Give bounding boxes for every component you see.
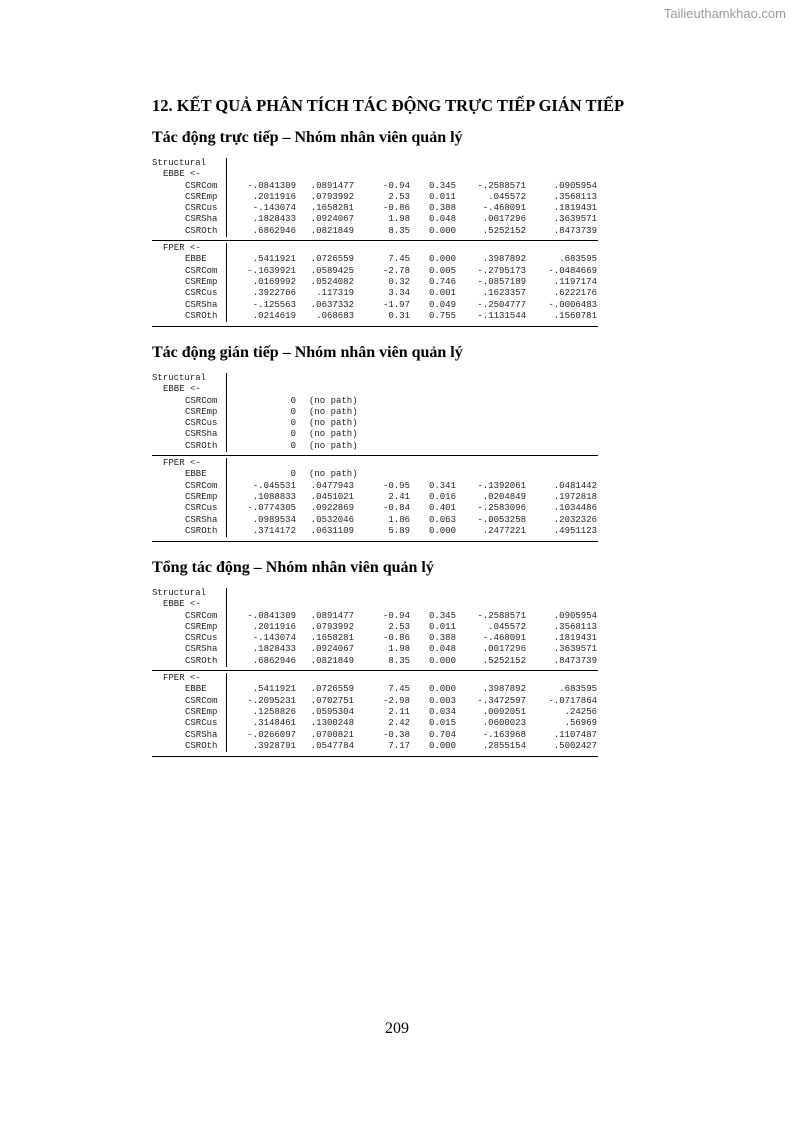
std-error: .0700821 xyxy=(310,729,354,740)
no-path-note: (no path) xyxy=(309,418,358,429)
ci-upper: .0905954 xyxy=(553,180,597,191)
coefficient: .0169992 xyxy=(252,276,296,287)
table-bottom-rule xyxy=(152,326,598,327)
structural-label-row xyxy=(152,158,598,169)
equation-header-row xyxy=(152,599,598,610)
table-row xyxy=(152,707,598,718)
equation-header: EBBE <- xyxy=(152,384,227,395)
coefficient: 0 xyxy=(290,418,296,429)
p-value: 0.034 xyxy=(428,706,456,717)
z-value: -0.95 xyxy=(382,480,410,491)
p-value: 0.000 xyxy=(428,655,456,666)
p-value: 0.048 xyxy=(428,214,456,225)
ci-lower: -.2504777 xyxy=(477,299,526,310)
z-value: 7.45 xyxy=(388,254,410,265)
std-error: .0637332 xyxy=(310,299,354,310)
z-value: 2.53 xyxy=(388,191,410,202)
table-row xyxy=(152,515,598,526)
variable-name: CSROth xyxy=(152,526,227,537)
std-error: .1300248 xyxy=(310,718,354,729)
z-value: -0.84 xyxy=(382,503,410,514)
p-value: 0.000 xyxy=(428,225,456,236)
ci-lower: .2477221 xyxy=(482,525,526,536)
p-value: 0.746 xyxy=(428,276,456,287)
std-error: .117319 xyxy=(316,288,354,299)
p-value: 0.388 xyxy=(428,203,456,214)
z-value: 2.53 xyxy=(388,621,410,632)
ci-lower: -.2795173 xyxy=(477,265,526,276)
coefficient: .1258826 xyxy=(252,706,296,717)
variable-name: CSRCus xyxy=(152,418,227,429)
table-bottom-rule xyxy=(152,541,598,542)
coefficient: .1828433 xyxy=(252,644,296,655)
no-path-note: (no path) xyxy=(309,406,358,417)
table-row xyxy=(152,611,598,622)
variable-name: CSRSha xyxy=(152,429,227,440)
z-value: -0.38 xyxy=(382,729,410,740)
equation-header-row xyxy=(152,458,598,469)
z-value: -2.78 xyxy=(382,265,410,276)
ci-lower: .5252152 xyxy=(482,225,526,236)
coefficient: -.143074 xyxy=(252,633,296,644)
structural-label: Structural xyxy=(152,373,227,384)
z-value: -0.94 xyxy=(382,180,410,191)
variable-name: CSRCom xyxy=(152,481,227,492)
ci-upper: .1560781 xyxy=(553,310,597,321)
ci-lower: -.163968 xyxy=(482,729,526,740)
z-value: 3.34 xyxy=(388,288,410,299)
ci-upper: -.0484669 xyxy=(548,265,597,276)
table-separator xyxy=(152,240,598,241)
ci-lower: .0017296 xyxy=(482,644,526,655)
z-value: 8.35 xyxy=(388,225,410,236)
ci-lower: -.2588571 xyxy=(477,610,526,621)
table-row xyxy=(152,481,598,492)
coefficient: 0 xyxy=(290,406,296,417)
variable-name: CSRCus xyxy=(152,503,227,514)
coefficient: .3928791 xyxy=(252,740,296,751)
ci-lower: .5252152 xyxy=(482,655,526,666)
ci-upper: .3639571 xyxy=(553,644,597,655)
table-row xyxy=(152,469,598,480)
variable-name: CSROth xyxy=(152,311,227,322)
ci-lower: .2855154 xyxy=(482,740,526,751)
p-value: 0.003 xyxy=(428,695,456,706)
ci-upper: -.0006483 xyxy=(548,299,597,310)
ci-upper: .1197174 xyxy=(553,276,597,287)
no-path-note: (no path) xyxy=(309,469,358,480)
table-row xyxy=(152,418,598,429)
structural-label: Structural xyxy=(152,588,227,599)
variable-name: CSRSha xyxy=(152,515,227,526)
ci-lower: .045572 xyxy=(488,621,526,632)
table-row xyxy=(152,503,598,514)
equation-header: FPER <- xyxy=(152,673,227,684)
std-error: .0595304 xyxy=(310,706,354,717)
ci-upper: .8473739 xyxy=(553,225,597,236)
equation-header: FPER <- xyxy=(152,243,227,254)
variable-name: CSROth xyxy=(152,656,227,667)
ci-upper: .1107487 xyxy=(553,729,597,740)
p-value: 0.345 xyxy=(428,180,456,191)
variable-name: CSRCus xyxy=(152,288,227,299)
p-value: 0.704 xyxy=(428,729,456,740)
section-title-total: Tổng tác động – Nhóm nhân viên quản lý xyxy=(152,559,434,576)
variable-name: CSREmp xyxy=(152,492,227,503)
std-error: .068683 xyxy=(316,310,354,321)
table-row xyxy=(152,181,598,192)
equation-header-row xyxy=(152,169,598,180)
coefficient: -.0841309 xyxy=(247,180,296,191)
table-separator xyxy=(152,670,598,671)
z-value: 7.45 xyxy=(388,684,410,695)
coefficient: .6862946 xyxy=(252,225,296,236)
ci-lower: .0017296 xyxy=(482,214,526,225)
ci-upper: .1972818 xyxy=(553,491,597,502)
table-row xyxy=(152,226,598,237)
coefficient: .3148461 xyxy=(252,718,296,729)
page-number: 209 xyxy=(385,1020,409,1037)
variable-name: CSROth xyxy=(152,741,227,752)
table-row xyxy=(152,192,598,203)
variable-name: CSRCom xyxy=(152,181,227,192)
coefficient: .5411921 xyxy=(252,254,296,265)
z-value: 7.17 xyxy=(388,740,410,751)
ci-lower: -.1131544 xyxy=(477,310,526,321)
coefficient: -.0774305 xyxy=(247,503,296,514)
p-value: 0.000 xyxy=(428,525,456,536)
table-row xyxy=(152,266,598,277)
p-value: 0.755 xyxy=(428,310,456,321)
variable-name: CSRCom xyxy=(152,266,227,277)
structural-label-row xyxy=(152,588,598,599)
z-value: -0.86 xyxy=(382,203,410,214)
ci-lower: .045572 xyxy=(488,191,526,202)
variable-name: CSREmp xyxy=(152,622,227,633)
table-bottom-rule xyxy=(152,756,598,757)
table-row xyxy=(152,288,598,299)
table-row xyxy=(152,730,598,741)
z-value: 0.32 xyxy=(388,276,410,287)
variable-name: EBBE xyxy=(152,469,227,480)
std-error: .0477943 xyxy=(310,480,354,491)
table-row xyxy=(152,441,598,452)
variable-name: CSREmp xyxy=(152,277,227,288)
std-error: .0532046 xyxy=(310,514,354,525)
coefficient: .0989534 xyxy=(252,514,296,525)
variable-name: EBBE xyxy=(152,254,227,265)
p-value: 0.005 xyxy=(428,265,456,276)
structural-label: Structural xyxy=(152,158,227,169)
ci-upper: .4951123 xyxy=(553,525,597,536)
std-error: .0793992 xyxy=(310,191,354,202)
std-error: .0924067 xyxy=(310,214,354,225)
p-value: 0.048 xyxy=(428,644,456,655)
table-separator xyxy=(152,455,598,456)
z-value: 0.31 xyxy=(388,310,410,321)
coefficient: -.0266097 xyxy=(247,729,296,740)
p-value: 0.011 xyxy=(428,621,456,632)
ci-upper: .0481442 xyxy=(553,480,597,491)
section-title-direct: Tác động trực tiếp – Nhóm nhân viên quản lý xyxy=(152,129,463,146)
ci-upper: .6222176 xyxy=(553,288,597,299)
coefficient: -.2095231 xyxy=(247,695,296,706)
ci-lower: .3987892 xyxy=(482,684,526,695)
z-value: 1.86 xyxy=(388,514,410,525)
p-value: 0.341 xyxy=(428,480,456,491)
p-value: 0.401 xyxy=(428,503,456,514)
coefficient: .2011916 xyxy=(252,191,296,202)
variable-name: CSRCom xyxy=(152,611,227,622)
std-error: .0924067 xyxy=(310,644,354,655)
ci-upper: .8473739 xyxy=(553,655,597,666)
coefficient: .3714172 xyxy=(252,525,296,536)
variable-name: CSRSha xyxy=(152,300,227,311)
ci-lower: .3987892 xyxy=(482,254,526,265)
coefficient: 0 xyxy=(290,440,296,451)
std-error: .0891477 xyxy=(310,180,354,191)
coefficient: .1828433 xyxy=(252,214,296,225)
equation-header-row xyxy=(152,384,598,395)
std-error: .0589425 xyxy=(310,265,354,276)
std-error: .0547784 xyxy=(310,740,354,751)
table-row xyxy=(152,622,598,633)
std-error: .0726559 xyxy=(310,684,354,695)
coefficient: 0 xyxy=(290,429,296,440)
std-error: .0793992 xyxy=(310,621,354,632)
variable-name: CSROth xyxy=(152,441,227,452)
std-error: .0821849 xyxy=(310,655,354,666)
variable-name: CSREmp xyxy=(152,407,227,418)
z-value: 2.11 xyxy=(388,706,410,717)
z-value: 1.98 xyxy=(388,214,410,225)
variable-name: CSREmp xyxy=(152,707,227,718)
ci-upper: .5002427 xyxy=(553,740,597,751)
coefficient: 0 xyxy=(290,469,296,480)
coefficient: .1088833 xyxy=(252,491,296,502)
ci-lower: -.0857189 xyxy=(477,276,526,287)
ci-lower: -.1392061 xyxy=(477,480,526,491)
watermark: Tailieuthamkhao.com xyxy=(663,6,786,21)
table-row xyxy=(152,311,598,322)
table-row xyxy=(152,396,598,407)
z-value: 2.42 xyxy=(388,718,410,729)
equation-header: EBBE <- xyxy=(152,169,227,180)
structural-label-row xyxy=(152,373,598,384)
variable-name: CSRSha xyxy=(152,730,227,741)
std-error: .0726559 xyxy=(310,254,354,265)
table-row xyxy=(152,407,598,418)
table-row xyxy=(152,718,598,729)
std-error: .0702751 xyxy=(310,695,354,706)
p-value: 0.345 xyxy=(428,610,456,621)
p-value: 0.000 xyxy=(428,740,456,751)
z-value: -0.94 xyxy=(382,610,410,621)
z-value: -1.97 xyxy=(382,299,410,310)
std-error: .1658281 xyxy=(310,203,354,214)
ci-upper: .3568113 xyxy=(553,191,597,202)
z-value: 8.35 xyxy=(388,655,410,666)
table-row xyxy=(152,526,598,537)
coefficient: 0 xyxy=(290,395,296,406)
table-row xyxy=(152,254,598,265)
page-heading: 12. KẾT QUẢ PHÂN TÍCH TÁC ĐỘNG TRỰC TIẾP GIÁN TIẾP xyxy=(152,96,625,115)
coefficient: -.1639921 xyxy=(247,265,296,276)
p-value: 0.000 xyxy=(428,684,456,695)
ci-upper: .3639571 xyxy=(553,214,597,225)
ci-lower: -.468091 xyxy=(482,203,526,214)
table-row xyxy=(152,429,598,440)
variable-name: EBBE xyxy=(152,684,227,695)
p-value: 0.001 xyxy=(428,288,456,299)
coefficient: .3922766 xyxy=(252,288,296,299)
p-value: 0.016 xyxy=(428,491,456,502)
ci-upper: .1819431 xyxy=(553,633,597,644)
ci-upper: .3568113 xyxy=(553,621,597,632)
table-row xyxy=(152,644,598,655)
std-error: .0524082 xyxy=(310,276,354,287)
variable-name: CSRCus xyxy=(152,203,227,214)
ci-lower: .1623357 xyxy=(482,288,526,299)
std-error: .0631109 xyxy=(310,525,354,536)
ci-lower: -.2588571 xyxy=(477,180,526,191)
stata-output-total xyxy=(152,588,598,757)
stata-output-direct xyxy=(152,158,598,327)
z-value: 1.98 xyxy=(388,644,410,655)
coefficient: -.0841309 xyxy=(247,610,296,621)
coefficient: .2011916 xyxy=(252,621,296,632)
ci-lower: -.468091 xyxy=(482,633,526,644)
coefficient: -.143074 xyxy=(252,203,296,214)
section-title-indirect: Tác động gián tiếp – Nhóm nhân viên quản lý xyxy=(152,344,463,361)
p-value: 0.049 xyxy=(428,299,456,310)
std-error: .0821849 xyxy=(310,225,354,236)
no-path-note: (no path) xyxy=(309,395,358,406)
ci-upper: .56969 xyxy=(564,718,597,729)
ci-lower: -.0053258 xyxy=(477,514,526,525)
table-row xyxy=(152,684,598,695)
ci-upper: .683595 xyxy=(559,684,597,695)
variable-name: CSROth xyxy=(152,226,227,237)
ci-upper: .0905954 xyxy=(553,610,597,621)
p-value: 0.015 xyxy=(428,718,456,729)
ci-upper: .1819431 xyxy=(553,203,597,214)
no-path-note: (no path) xyxy=(309,440,358,451)
ci-lower: .0204849 xyxy=(482,491,526,502)
std-error: .0922869 xyxy=(310,503,354,514)
equation-header-row xyxy=(152,673,598,684)
variable-name: CSRCom xyxy=(152,696,227,707)
p-value: 0.000 xyxy=(428,254,456,265)
ci-lower: -.2583096 xyxy=(477,503,526,514)
ci-upper: .24256 xyxy=(564,706,597,717)
table-row xyxy=(152,492,598,503)
coefficient: -.125563 xyxy=(252,299,296,310)
p-value: 0.063 xyxy=(428,514,456,525)
coefficient: .6862946 xyxy=(252,655,296,666)
no-path-note: (no path) xyxy=(309,429,358,440)
z-value: 2.41 xyxy=(388,491,410,502)
variable-name: CSRSha xyxy=(152,214,227,225)
table-row xyxy=(152,300,598,311)
variable-name: CSREmp xyxy=(152,192,227,203)
ci-upper: .1034486 xyxy=(553,503,597,514)
ci-upper: .683595 xyxy=(559,254,597,265)
table-row xyxy=(152,203,598,214)
coefficient: .0214619 xyxy=(252,310,296,321)
ci-lower: .0092051 xyxy=(482,706,526,717)
equation-header-row xyxy=(152,243,598,254)
equation-header: EBBE <- xyxy=(152,599,227,610)
ci-lower: .0600023 xyxy=(482,718,526,729)
p-value: 0.011 xyxy=(428,191,456,202)
table-row xyxy=(152,277,598,288)
variable-name: CSRSha xyxy=(152,644,227,655)
std-error: .0891477 xyxy=(310,610,354,621)
variable-name: CSRCom xyxy=(152,396,227,407)
coefficient: -.045531 xyxy=(252,480,296,491)
table-row xyxy=(152,696,598,707)
variable-name: CSRCus xyxy=(152,718,227,729)
p-value: 0.388 xyxy=(428,633,456,644)
z-value: 5.89 xyxy=(388,525,410,536)
ci-upper: -.0717864 xyxy=(548,695,597,706)
table-row xyxy=(152,633,598,644)
table-row xyxy=(152,214,598,225)
variable-name: CSRCus xyxy=(152,633,227,644)
ci-lower: -.3472597 xyxy=(477,695,526,706)
std-error: .1658281 xyxy=(310,633,354,644)
equation-header: FPER <- xyxy=(152,458,227,469)
std-error: .0451021 xyxy=(310,491,354,502)
z-value: -2.98 xyxy=(382,695,410,706)
z-value: -0.86 xyxy=(382,633,410,644)
table-row xyxy=(152,656,598,667)
coefficient: .5411921 xyxy=(252,684,296,695)
table-row xyxy=(152,741,598,752)
ci-upper: .2032326 xyxy=(553,514,597,525)
stata-output-indirect xyxy=(152,373,598,542)
